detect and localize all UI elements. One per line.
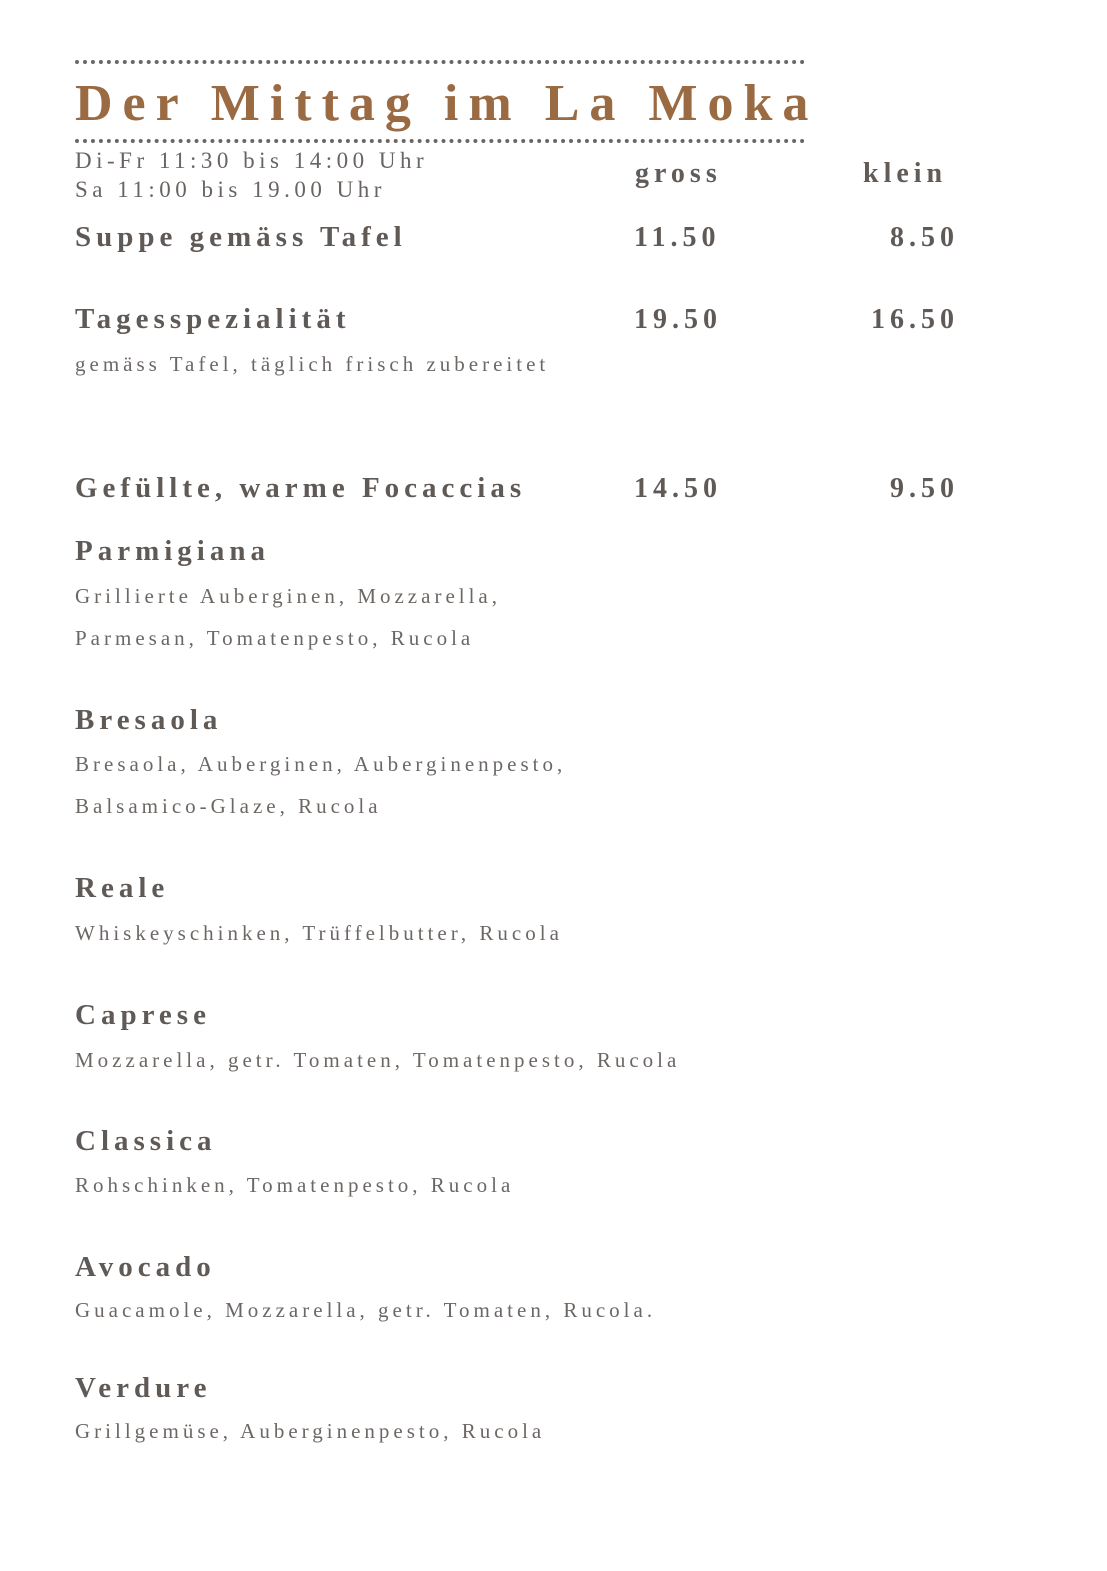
price-klein: 16.50 [871,304,959,335]
price-gross: 14.50 [634,473,722,504]
price-klein: 8.50 [890,222,959,253]
opening-hours-weekdays: Di-Fr 11:30 bis 14:00 Uhr [75,148,429,173]
focaccia-name: Classica [75,1125,217,1157]
focaccia-description: Whiskeyschinken, Trüffelbutter, Rucola [75,921,563,945]
menu-item-description: gemäss Tafel, täglich frisch zubereitet [75,352,550,376]
focaccia-name: Verdure [75,1372,212,1404]
focaccia-description: Bresaola, Auberginen, Auberginenpesto, [75,752,567,776]
focaccia-description: Grillierte Auberginen, Mozzarella, [75,584,502,608]
dotted-rule-bottom [75,139,805,143]
focaccia-description: Balsamico-Glaze, Rucola [75,794,382,818]
price-gross: 19.50 [634,304,722,335]
focaccia-description: Parmesan, Tomatenpesto, Rucola [75,626,475,650]
focaccia-description: Mozzarella, getr. Tomaten, Tomatenpesto, Rucola [75,1048,681,1072]
focaccia-name: Parmigiana [75,535,270,567]
focaccia-name: Reale [75,872,170,904]
focaccia-name: Avocado [75,1251,216,1283]
column-header-klein: klein [863,158,948,189]
focaccia-name: Bresaola [75,704,223,736]
focaccia-description: Rohschinken, Tomatenpesto, Rucola [75,1173,515,1197]
focaccia-description: Guacamole, Mozzarella, getr. Tomaten, Rucola. [75,1298,657,1322]
menu-item-name: Tagesspezialität [75,303,351,335]
opening-hours-saturday: Sa 11:00 bis 19.00 Uhr [75,177,386,202]
menu-section-heading: Gefüllte, warme Focaccias [75,472,527,504]
menu-item-name: Suppe gemäss Tafel [75,221,407,253]
price-klein: 9.50 [890,473,959,504]
menu-title: Der Mittag im La Moka [75,75,819,132]
price-gross: 11.50 [634,222,721,253]
dotted-rule-top [75,60,805,64]
focaccia-name: Caprese [75,999,211,1031]
focaccia-description: Grillgemüse, Auberginenpesto, Rucola [75,1419,546,1443]
column-header-gross: gross [635,158,722,189]
